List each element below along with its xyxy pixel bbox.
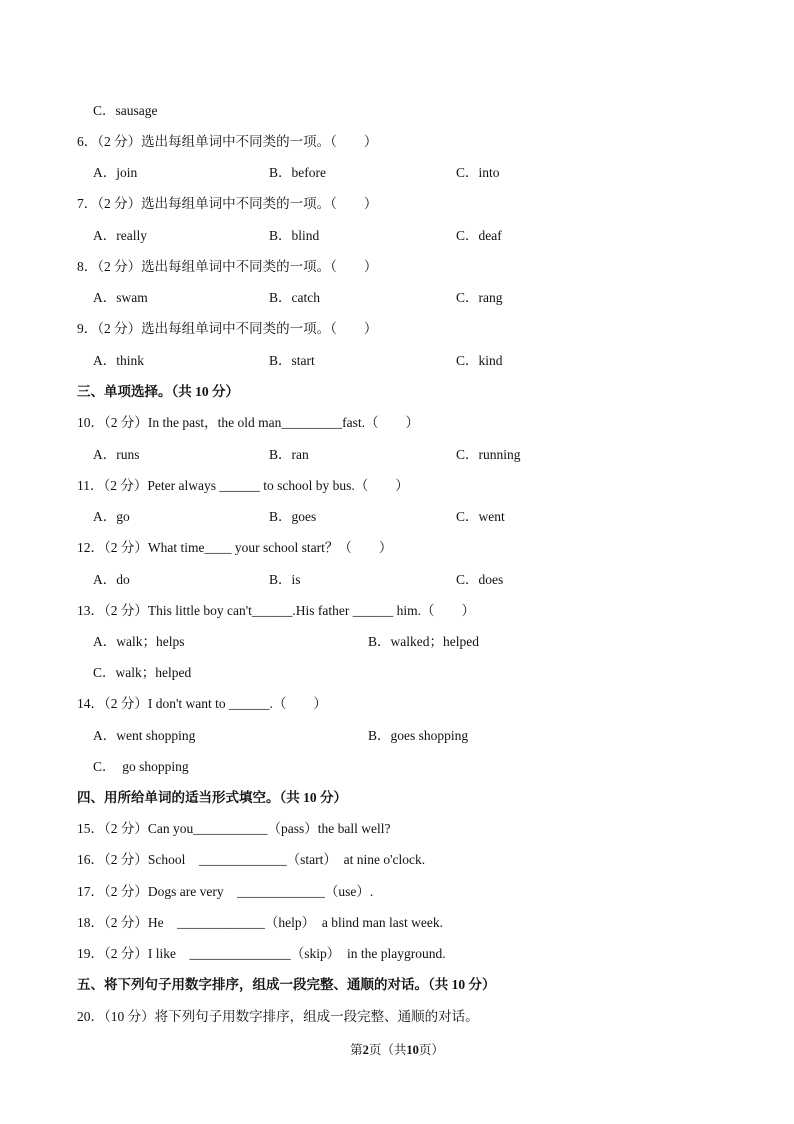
question-11-option-b: B．goes: [269, 509, 317, 524]
section-3-heading: 三、单项选择。（共 10 分）: [77, 384, 239, 399]
question-19: 19．（2 分）I like _______________（skip） in the playground.: [77, 946, 446, 961]
question-7-option-b: B．blind: [269, 228, 320, 243]
question-10-stem: 10．（2 分）In the past，the old man_________fast.（ ）: [77, 415, 419, 430]
question-8-option-a: A．swam: [93, 290, 148, 305]
question-20: 20．（10 分）将下列句子用数字排序，组成一段完整、通顺的对话。: [77, 1009, 479, 1024]
question-6-option-b: B．before: [269, 165, 326, 180]
footer-total-pages: 10: [406, 1043, 419, 1057]
question-9-option-b: B．start: [269, 353, 315, 368]
question-12-option-b: B．is: [269, 572, 301, 587]
section-4-heading: 四、用所给单词的适当形式填空。（共 10 分）: [77, 790, 347, 805]
question-12-option-c: C．does: [456, 572, 504, 587]
question-12-stem: 12．（2 分）What time____ your school start？（ ）: [77, 540, 393, 555]
question-18: 18．（2 分）He _____________（help） a blind man last week.: [77, 915, 443, 930]
question-13-stem: 13．（2 分）This little boy can't______.His father ______ him.（ ）: [77, 603, 476, 618]
question-7-stem: 7．（2 分）选出每组单词中不同类的一项。（ ）: [77, 196, 378, 211]
question-9-option-c: C．kind: [456, 353, 503, 368]
question-14-option-a: A．went shopping: [93, 728, 196, 743]
question-15: 15．（2 分）Can you___________（pass）the ball well?: [77, 821, 391, 836]
footer-page-number: 2: [362, 1043, 369, 1057]
question-12-option-a: A．do: [93, 572, 130, 587]
section-5-heading: 五、将下列句子用数字排序，组成一段完整、通顺的对话。（共 10 分）: [77, 977, 496, 992]
question-11-option-c: C．went: [456, 509, 505, 524]
question-10-option-a: A．runs: [93, 447, 140, 462]
footer-middle: 页（共: [368, 1043, 407, 1057]
question-8-option-b: B．catch: [269, 290, 320, 305]
question-7-option-a: A．really: [93, 228, 147, 243]
question-6-option-a: A．join: [93, 165, 138, 180]
question-13-option-b: B．walked；helped: [368, 634, 479, 649]
question-9-stem: 9．（2 分）选出每组单词中不同类的一项。（ ）: [77, 321, 378, 336]
question-8-option-c: C．rang: [456, 290, 503, 305]
question-14-stem: 14．（2 分）I don't want to ______.（ ）: [77, 696, 327, 711]
question-6-stem: 6．（2 分）选出每组单词中不同类的一项。（ ）: [77, 134, 378, 149]
question-13-option-c: C．walk；helped: [93, 665, 192, 680]
question-13-option-a: A．walk；helps: [93, 634, 185, 649]
question-11-stem: 11．（2 分）Peter always ______ to school by bus.（ ）: [77, 478, 409, 493]
question-7-option-c: C．deaf: [456, 228, 502, 243]
footer-prefix: 第: [350, 1043, 363, 1057]
question-14-option-b: B．goes shopping: [368, 728, 469, 743]
page-footer: [0, 1042, 794, 1058]
question-17: 17．（2 分）Dogs are very _____________（use）.: [77, 884, 374, 899]
option-c-carryover: C．sausage: [93, 103, 158, 118]
question-10-option-b: B．ran: [269, 447, 309, 462]
footer-suffix: 页）: [418, 1043, 444, 1057]
question-9-option-a: A．think: [93, 353, 145, 368]
question-14-option-c: C． go shopping: [93, 759, 189, 774]
question-10-option-c: C．running: [456, 447, 521, 462]
question-8-stem: 8．（2 分）选出每组单词中不同类的一项。（ ）: [77, 259, 378, 274]
question-16: 16．（2 分）School _____________（start） at nine o'clock.: [77, 852, 426, 867]
question-11-option-a: A．go: [93, 509, 130, 524]
question-6-option-c: C．into: [456, 165, 500, 180]
